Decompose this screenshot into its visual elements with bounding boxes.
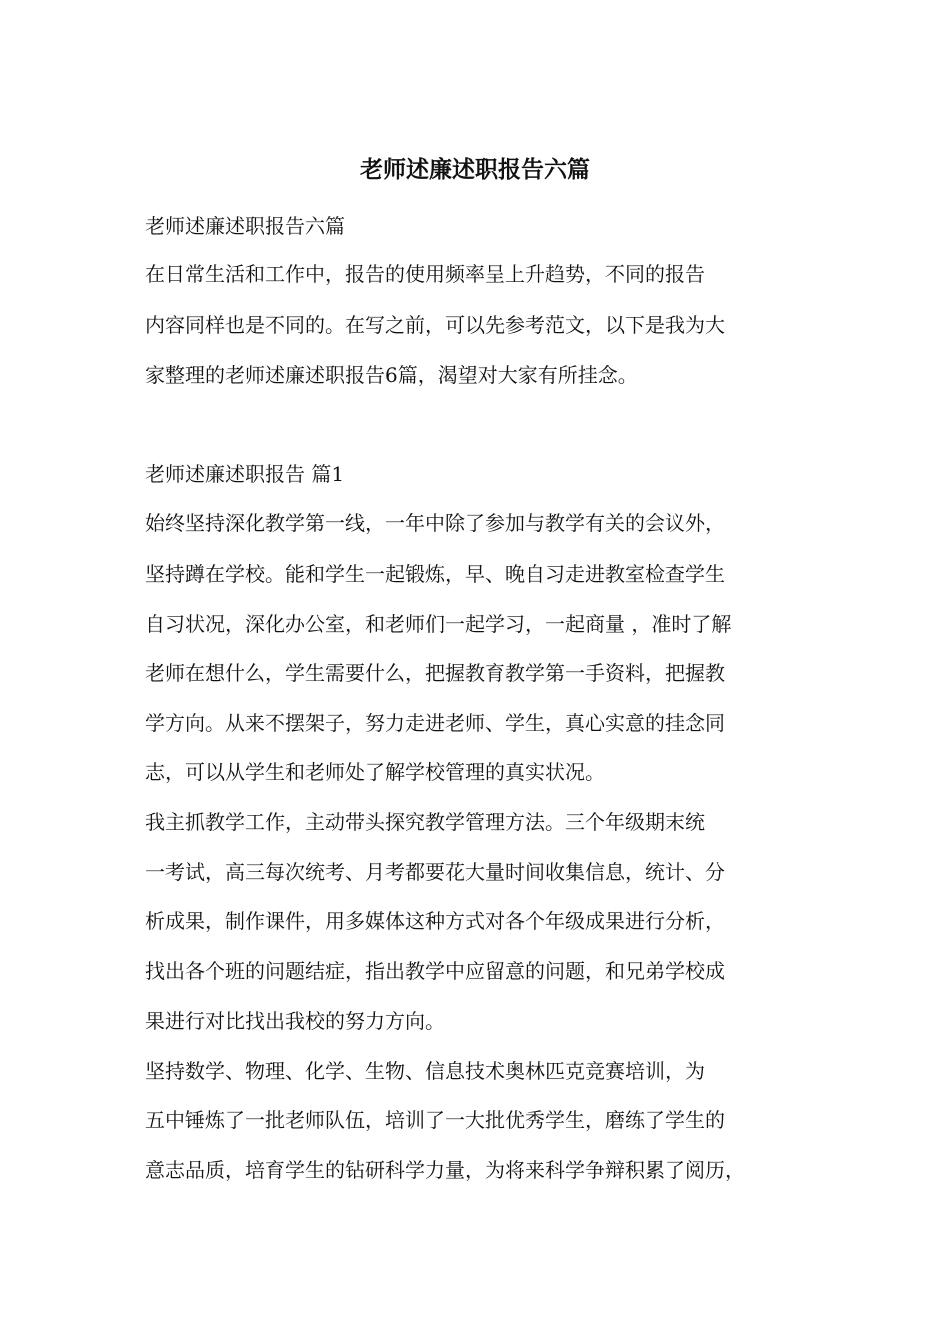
body-line: 自习状况，深化办公室，和老师们一起学习，一起商量 ，准时了解 — [145, 612, 732, 636]
body-line: 一考试，高三每次统考、月考都要花大量时间收集信息，统计、分 — [145, 860, 725, 884]
body-line: 找出各个班的问题结症，指出教学中应留意的问题，和兄弟学校成 — [145, 959, 725, 983]
body-line: 志，可以从学生和老师处了解学校管理的真实状况。 — [145, 760, 605, 784]
intro-line: 内容同样也是不同的。在写之前，可以先参考范文，以下是我为大 — [145, 313, 725, 337]
body-line: 老师在想什么，学生需要什么，把握教育教学第一手资料，把握教 — [145, 661, 725, 685]
intro-line: 家整理的老师述廉述职报告6篇，渴望对大家有所挂念。 — [145, 363, 638, 387]
body-line: 果进行对比找出我校的努力方向。 — [145, 1009, 445, 1033]
subtitle-line: 老师述廉述职报告六篇 — [145, 214, 345, 238]
document-title: 老师述廉述职报告六篇 — [360, 157, 590, 183]
body-line: 我主抓教学工作，主动带头探究教学管理方法。三个年级期末统 — [145, 810, 705, 834]
body-line: 始终坚持深化教学第一线，一年中除了参加与教学有关的会议外， — [145, 511, 725, 535]
body-line: 析成果，制作课件，用多媒体这种方式对各个年级成果进行分析， — [145, 909, 725, 933]
section-heading: 老师述廉述职报告 篇1 — [145, 462, 345, 486]
body-line: 五中锤炼了一批老师队伍，培训了一大批优秀学生，磨练了学生的 — [145, 1108, 725, 1132]
body-line: 坚持数学、物理、化学、生物、信息技术奥林匹克竞赛培训，为 — [145, 1059, 705, 1083]
body-line: 坚持蹲在学校。能和学生一起锻炼，早、晚自习走进教室检查学生 — [145, 562, 725, 586]
body-line: 学方向。从来不摆架子，努力走进老师、学生，真心实意的挂念同 — [145, 711, 725, 735]
body-line: 意志品质，培育学生的钻研科学力量，为将来科学争辩积累了阅历， — [145, 1158, 745, 1182]
intro-line: 在日常生活和工作中，报告的使用频率呈上升趋势，不同的报告 — [145, 262, 705, 286]
